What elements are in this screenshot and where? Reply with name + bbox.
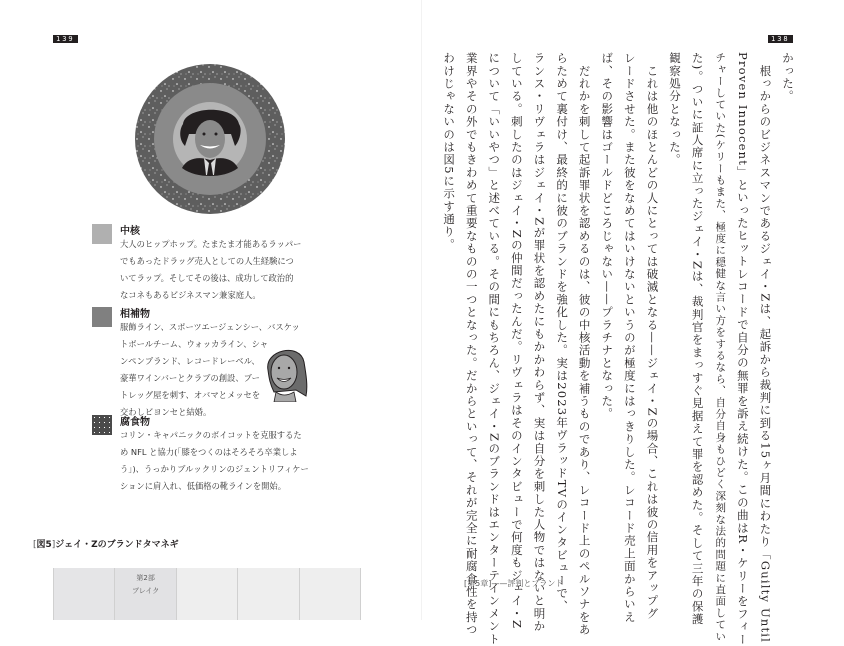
text-column: らためて裏付け、最終的に彼のブランドを強化した。実は2023年ヴラッドTVのインタビューで、	[555, 52, 570, 613]
legend-line: 豪華ワインバーとクラブの創設、ブー	[120, 373, 260, 383]
legend-line: でもあったドラッグ売人としての人生経験につ	[120, 256, 294, 266]
legend-line: コリン・キャパニックのボイコットを克服するた	[120, 430, 302, 440]
corrosives-swatch	[92, 415, 112, 435]
legend-title: 相補物	[120, 309, 150, 320]
caption-bracket: ]	[51, 540, 56, 550]
legend-title: 腐食物	[120, 417, 150, 428]
legend-line: め NFL と協力(「膝をつくのはそろそろ卒業しよ	[120, 447, 298, 457]
section-tab	[177, 568, 238, 620]
legend-line: なコネもあるビジネスマン兼家庭人。	[120, 290, 261, 300]
legend-line: トレッグ屋を刺す、オバマとメッセを	[120, 390, 261, 400]
section-tab	[238, 568, 299, 620]
section-tab	[53, 568, 115, 620]
figure-label: 図5	[36, 540, 52, 550]
legend-line: 大人のヒップホップ。たまたま才能あるラッパー	[120, 239, 302, 249]
legend-line: ンペンブランド、レコードレーベル、	[120, 356, 260, 366]
text-column: これは他のほとんどの人にとっては破滅となる——ジェイ・Zの場合、これは彼の信用をアップグ	[645, 52, 660, 620]
text-column: わけじゃないのは図5に示す通り。	[442, 52, 457, 252]
text-column: している。刺したのはジェイ・Zの仲間だったんだ。リヴェラはそのインタビューで何度もジェイ・Z	[509, 52, 524, 630]
text-column: 根っからのビジネスマンであるジェイ・Zは、起訴から裁判に到る15ヶ月間にわたり「Guilty Until	[758, 52, 773, 644]
caption-bracket: [	[33, 540, 37, 550]
page-number-right: 138	[768, 35, 793, 43]
legend-line: う」)、うっかりブルックリンのジェントリフィケー	[120, 464, 309, 474]
legend-body	[120, 427, 309, 495]
legend-line: ションに肩入れ、低価格の靴ラインを開始。	[120, 481, 287, 491]
text-column: 観察処分となった。	[668, 52, 683, 167]
section-tab-part-2	[115, 568, 176, 620]
figure-title: ジェイ・Zのブランドタマネギ	[55, 540, 179, 550]
running-footer: [第5章]——評判とブランド	[464, 579, 564, 588]
text-column: チャーしていた(ケリーもまた、極度に穏健な言い方をするなら、自分自身もひどく深刻な法的問題に直面してい	[714, 52, 727, 643]
text-column: Proven Innocent」といったヒットレコードで自分の無罪を訴え続けた。この曲はR・ケリーをフィー	[735, 52, 750, 646]
text-column: た)。ついに証人席に立ったジェイ・Zは、裁判官をまっすぐ見据えて罪を認めた。そして三年の保護	[690, 52, 705, 626]
text-column: レードさせた。また彼をなめてはいけないというのが極度にはっきりした。レコード売上面からいえ	[622, 52, 637, 624]
page-number-left: 139	[53, 35, 78, 43]
text-column: ランス・リヴェラはジェイ・Zが罪状を認めたにもかかわらず、実は自分を刺した人物ではないと明か	[532, 52, 547, 633]
legend-body	[120, 236, 301, 304]
text-column: について「いいやつ」と述べている。その間にもちろん、ジェイ・Zのブランドはエンターテインメント	[487, 52, 502, 646]
text-column: かった。	[781, 52, 795, 103]
brand-onion-emblem-icon	[135, 64, 285, 214]
section-tab-strip	[53, 568, 361, 620]
text-column: ば、その影響はゴールドどころじゃない——プラチナとなった。	[600, 52, 615, 421]
tab-part-title: ブレイク	[131, 587, 160, 595]
beyonce-portrait-icon	[260, 340, 310, 402]
legend-line: いてラップ。そしてその後は、成功して政治的	[120, 273, 294, 283]
text-column: だれかを刺して起訴罪状を認めるのは、彼の中核活動を補うものであり、レコード上のペルソナをあ	[577, 52, 592, 637]
legend-title: 中核	[120, 226, 140, 237]
section-tab	[300, 568, 361, 620]
tab-part-label: 第2部	[136, 574, 155, 582]
legend-line: 服飾ライン、スポーツエージェンシー、バスケッ	[120, 322, 300, 332]
text-column: 業界やその外でもきわめて重要なものの一つとなった。だからといって、それが完全に耐腐食性を持つ	[464, 52, 479, 637]
core-swatch	[92, 224, 112, 244]
complements-swatch	[92, 307, 112, 327]
left-page	[0, 0, 422, 620]
figure-caption	[33, 537, 179, 550]
legend-line: トボールチーム、ウォッカライン、シャ	[120, 339, 269, 349]
legend-line: 交わしビヨンセと結婚。	[120, 407, 212, 417]
right-page	[422, 0, 844, 646]
